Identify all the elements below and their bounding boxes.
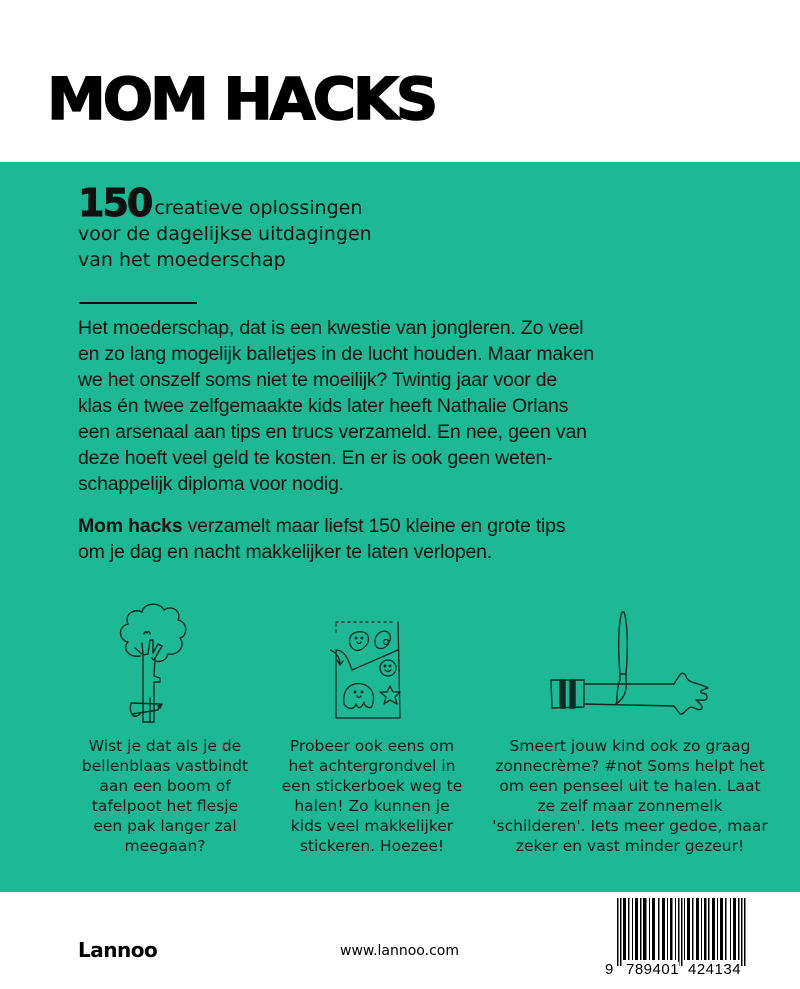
tip-line: kids veel makkelijker <box>290 817 454 835</box>
tree-illustration-icon <box>110 598 190 724</box>
subtitle-line-3: van het moederschap <box>78 249 286 271</box>
tip-line: ze zelf maar zonnemelk <box>537 797 723 815</box>
tip-line: zonnecrème? #not Soms helpt het <box>495 757 765 775</box>
tip-line: 'schilderen'. Iets meer gedoe, maar <box>492 817 768 835</box>
publisher-website: www.lannoo.com <box>340 943 459 959</box>
tip-line: een pak langer zal <box>93 817 237 835</box>
tip-line: meegaan? <box>124 837 206 855</box>
tip-line: Smeert jouw kind ook zo graag <box>509 737 751 755</box>
subtitle-number: 150 <box>78 181 152 225</box>
isbn-group-1: 789401 <box>626 961 680 978</box>
blurb-line: we het onszelf soms niet te moeilijk? Twintig jaar voor de <box>78 369 558 391</box>
blurb-lead-line-2: om je dag en nacht makkelijker te laten verlopen. <box>78 541 493 563</box>
barcode-icon <box>612 898 762 970</box>
isbn-prefix: 9 <box>605 961 614 978</box>
blurb <box>78 315 738 497</box>
book-title: MOM HACKS <box>47 65 436 133</box>
paintbrush-arm-illustration-icon <box>548 604 728 722</box>
blurb-line: Het moederschap, dat is een kwestie van jongleren. Zo veel <box>78 317 584 339</box>
blurb-lead <box>78 513 738 565</box>
tip-line: tafelpoot het flesje <box>91 797 239 815</box>
blurb-line: klas én twee zelfgemaakte kids later heeft Nathalie Orlans <box>78 395 569 417</box>
blurb-lead-bold: Mom hacks <box>78 515 183 537</box>
tip-stickers <box>277 736 467 856</box>
tip-line: stickeren. Hoezee! <box>299 837 445 855</box>
tip-line: halen! Zo kunnen je <box>294 797 450 815</box>
tip-line: Wist je dat als je de <box>88 737 242 755</box>
tip-bubbles <box>70 736 260 856</box>
blurb-line: deze hoeft veel geld te kosten. En er is ook geen weten- <box>78 447 553 469</box>
tip-line: aan een boom of <box>99 777 231 795</box>
blurb-line: schappelijk diploma voor nodig. <box>78 473 344 495</box>
tip-line: om een penseel uit te halen. Laat <box>499 777 761 795</box>
isbn-group-2: 424134 <box>688 961 742 978</box>
cover-header <box>0 0 800 162</box>
blurb-lead-rest: verzamelt maar liefst 150 kleine en grote tips <box>182 515 566 537</box>
tip-line: Probeer ook eens om <box>289 737 455 755</box>
sticker-book-illustration-icon <box>330 620 405 720</box>
tip-line: het achtergrondvel in <box>288 757 456 775</box>
subtitle <box>78 181 558 273</box>
publisher-logo: Lannoo <box>78 938 158 962</box>
tip-line: bellenblaas vastbindt <box>81 757 249 775</box>
divider-rule <box>79 302 197 304</box>
tip-sunscreen <box>490 736 770 856</box>
tip-line: een stickerboek weg te <box>281 777 463 795</box>
subtitle-line-2: voor de dagelijkse uitdagingen <box>78 223 372 245</box>
blurb-line: en zo lang mogelijk balletjes in de lucht houden. Maar maken <box>78 343 594 365</box>
subtitle-line-1: creatieve oplossingen <box>154 197 363 219</box>
tip-line: zeker en vast minder gezeur! <box>515 837 745 855</box>
blurb-line: een arsenaal aan tips en trucs verzameld. En nee, geen van <box>78 421 587 443</box>
